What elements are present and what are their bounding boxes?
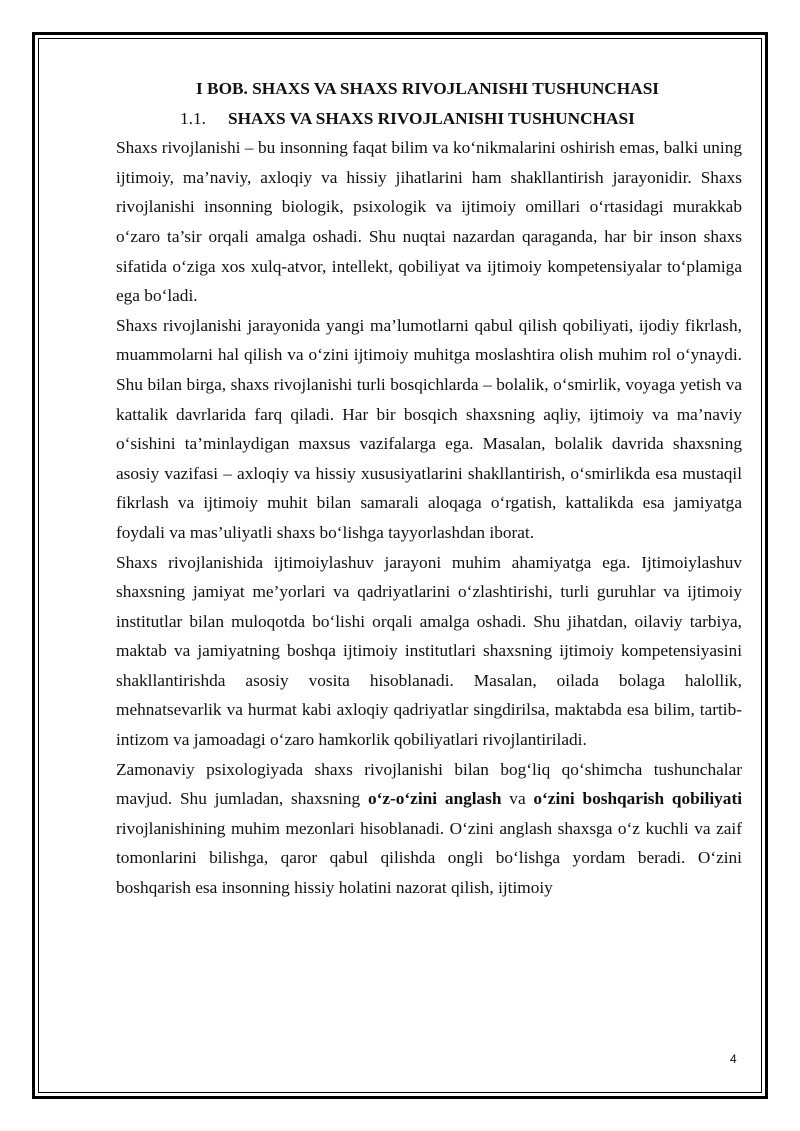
page-number: 4 bbox=[730, 1052, 737, 1066]
section-number: 1.1. bbox=[180, 108, 206, 128]
term-self-management: o‘zini boshqarish qobiliyati bbox=[533, 789, 743, 809]
section-title: SHAXS VA SHAXS RIVOJLANISHI TUSHUNCHASI bbox=[228, 108, 635, 128]
paragraph-4-text-c: rivojlanishining muhim mezonlari hisoblanadi. O‘zini anglash shaxsga o‘z kuchli va zaif tomonlarini bilishga, qaror qabul qilishda ongli bo‘lishga yordam beradi. O‘zini boshqarish esa insonning hissiy holatini nazorat qilish, ijtimoiy bbox=[116, 818, 742, 898]
paragraph-1: Shaxs rivojlanishi – bu insonning faqat bilim va ko‘nikmalarini oshirish emas, balki uning ijtimoiy, ma’naviy, axloqiy va hissiy jihatlarini ham shakllantirish jarayonidir. Shaxs rivojlanishi insonning biologik, psixologik va ijtimoiy omillari o‘rtasidagi murakkab o‘zaro ta’sir orqali amalga oshadi. Shu nuqtai nazardan qaraganda, har bir inson shaxs sifatida o‘ziga xos xulq-atvor, intellekt, qobiliyat va ijtimoiy kompetensiyalar to‘plamiga ega bo‘ladi. bbox=[116, 138, 742, 306]
paragraph-4 bbox=[116, 755, 742, 903]
paragraph-3: Shaxs rivojlanishida ijtimoiylashuv jarayoni muhim ahamiyatga ega. Ijtimoiylashuv shaxsning jamiyat me’yorlari va qadriyatlarini o‘zlashtirishi, turli guruhlar va ijtimoiy institutlar bilan muloqotda bo‘lishi orqali amalga oshadi. Shu jihatdan, oilaviy tarbiya, maktab va jamiyatning boshqa ijtimoiy institutlari shaxsning ijtimoiy kompetensiyasini shakllantirishda asosiy vosita hisoblanadi. Masalan, oilada bolaga halollik, mehnatsevarlik va hurmat kabi axloqiy qadriyatlar singdirilsa, maktabda esa bilim, tartib-intizom va jamoadagi o‘zaro hamkorlik qobiliyatlari rivojlantiriladi. bbox=[116, 552, 742, 750]
paragraph-2: Shaxs rivojlanishi jarayonida yangi ma’lumotlarni qabul qilish qobiliyati, ijodiy fikrlash, muammolarni hal qilish va o‘zini ijtimoiy muhitga moslashtira olish muhim rol o‘ynaydi. Shu bilan birga, shaxs rivojlanishi turli bosqichlarda – bolalik, o‘smirlik, voyaga yetish va kattalik davrlarida farq qiladi. Har bir bosqich shaxsning aqliy, ijtimoiy va ma’naviy o‘sishini ta’minlaydigan maxsus vazifalarga ega. Masalan, bolalik davrida shaxsning asosiy vazifasi – axloqiy va hissiy xususiyatlarini shakllantirish, o‘smirlikda esa mustaqil fikrlash va ijtimoiy muhit bilan samarali aloqaga o‘rgatish, kattalikda esa jamiyatga foydali va mas’uliyatli shaxs bo‘lishga tayyorlashdan iborat. bbox=[116, 315, 742, 542]
paragraph-4-text-a: Zamonaviy psixologiyada shaxs rivojlanishi bilan bog‘liq qo‘shimcha tushunchalar mavjud. Shu jumladan, shaxsning bbox=[116, 759, 742, 809]
section-heading bbox=[116, 104, 742, 134]
term-self-awareness: o‘z-o‘zini anglash bbox=[367, 789, 502, 809]
chapter-title: I BOB. SHAXS VA SHAXS RIVOJLANISHI TUSHUNCHASI bbox=[196, 79, 660, 98]
document-body bbox=[116, 74, 742, 903]
paragraph-4-text-b: va bbox=[501, 789, 534, 809]
